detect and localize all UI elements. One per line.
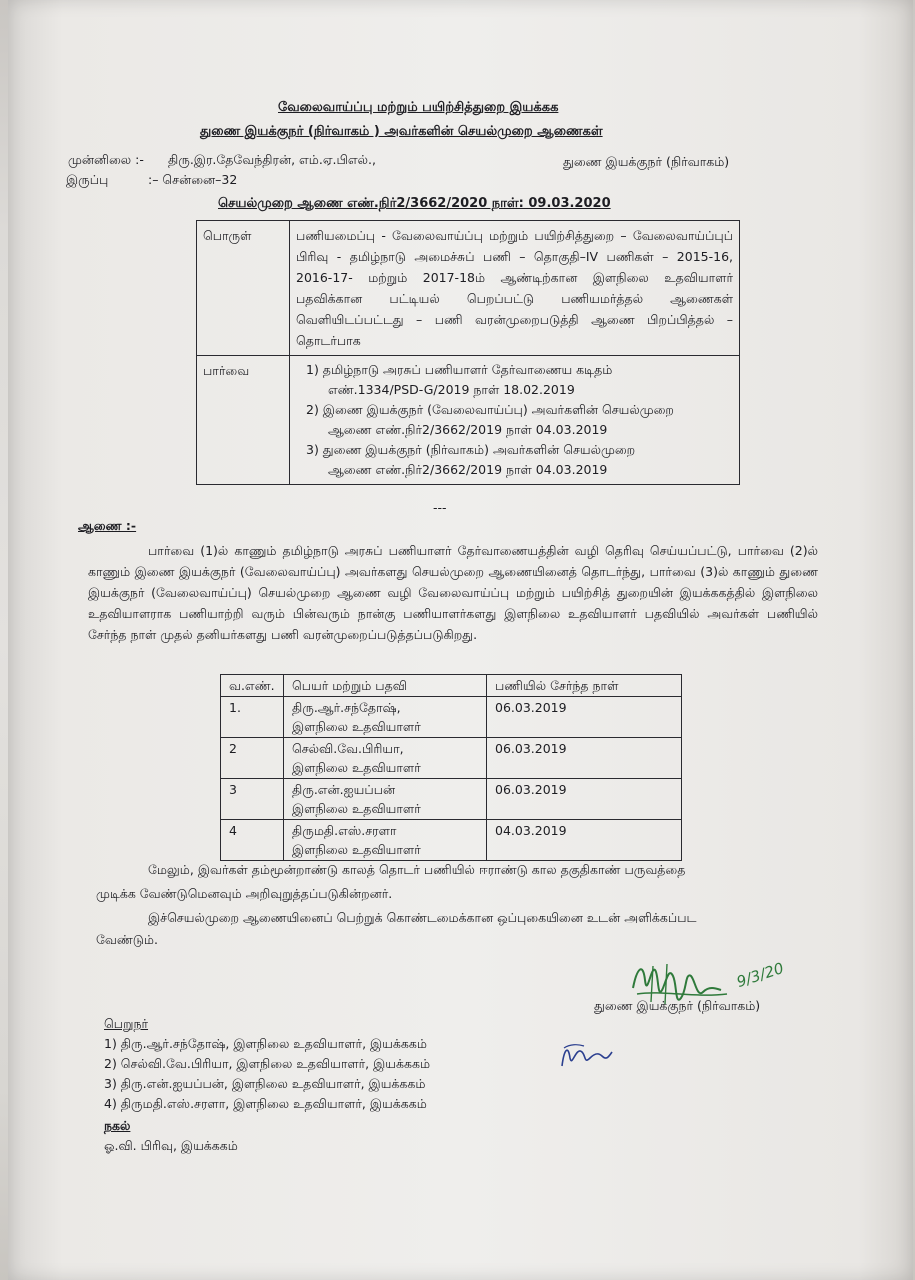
subject-text: பணியமைப்பு - வேலைவாய்ப்பு மற்றும் பயிற்சித்துறை – வேலைவாய்ப்புப் பிரிவு - தமிழ்நாடு அமைச்சுப் பணி – தொகுதி–IV பணிகள் – 2015-16, 2016-17- மற்றும் 2017-18ம் ஆண்டிற்கான இளநிலை உதவியாளர் பதவிக்கான பட்டியல் பெறப்பட்டு பணியமர்த்தல் ஆணைகள் வெளியிடப்பட்டது – பணி வரன்முறைபடுத்தி ஆணை பிறப்பித்தல் – தொடர்பாக xyxy=(290,221,740,356)
row-3-post: இளநிலை உதவியாளர் xyxy=(292,801,421,816)
probation-line-1: மேலும், இவர்கள் தம்மூன்றாண்டு காலத் தொடர் பணியில் ஈராண்டு கால தகுதிகாண் பருவத்தை xyxy=(148,862,686,877)
table-row xyxy=(221,738,682,779)
row-3-name: திரு.என்.ஐயப்பன் xyxy=(292,782,396,797)
row-2-serial: 2 xyxy=(221,738,284,779)
recipient-3: 3) திரு.என்.ஐயப்பன், இளநிலை உதவியாளர், இயக்ககம் xyxy=(104,1076,426,1091)
row-4-post: இளநிலை உதவியாளர் xyxy=(292,842,421,857)
row-1-post: இளநிலை உதவியாளர் xyxy=(292,719,421,734)
table-row xyxy=(221,697,682,738)
reference-3-line-2: ஆணை எண்.நிர்2/3662/2019 நாள் 04.03.2019 xyxy=(328,462,608,477)
header-name: பெயர் மற்றும் பதவி xyxy=(284,675,487,697)
reference-2-line-1: 2) இணை இயக்குநர் (வேலைவாய்ப்பு) அவர்களின் செயல்முறை xyxy=(306,402,674,417)
reference-label: பார்வை xyxy=(197,356,290,485)
row-1-serial: 1. xyxy=(221,697,284,738)
row-2-name-post xyxy=(284,738,487,779)
reference-row xyxy=(197,356,740,485)
table-row xyxy=(221,820,682,861)
order-number: செயல்முறை ஆணை எண்.நிர்2/3662/2020 நாள்: 09.03.2020 xyxy=(218,196,611,211)
row-2-date: 06.03.2019 xyxy=(487,738,682,779)
reference-3-line-1: 3) துணை இயக்குநர் (நிர்வாகம்) அவர்களின் செயல்முறை xyxy=(306,442,636,457)
reference-1-line-2: எண்.1334/PSD-G/2019 நாள் 18.02.2019 xyxy=(328,382,575,397)
row-3-date: 06.03.2019 xyxy=(487,779,682,820)
copy-item: ஓ.வி. பிரிவு, இயக்ககம் xyxy=(104,1138,238,1153)
location-label: இருப்பு xyxy=(66,172,109,187)
row-4-name: திருமதி.எஸ்.சரளா xyxy=(292,823,397,838)
row-1-date: 06.03.2019 xyxy=(487,697,682,738)
probation-line-2: முடிக்க வேண்டுமெனவும் அறிவுறுத்தப்படுகின்றனர். xyxy=(96,886,393,901)
row-2-name: செல்வி.வே.பிரியா, xyxy=(292,741,404,756)
table-row xyxy=(221,779,682,820)
recipient-4: 4) திருமதி.எஸ்.சரளா, இளநிலை உதவியாளர், இயக்ககம் xyxy=(104,1096,427,1111)
staff-table-header xyxy=(221,675,682,697)
copy-label: நகல் xyxy=(104,1118,131,1133)
recipient-1: 1) திரு.ஆர்.சந்தோஷ், இளநிலை உதவியாளர், இயக்ககம் xyxy=(104,1036,427,1051)
initials-mark xyxy=(556,1038,616,1072)
subject-table xyxy=(196,220,740,485)
row-1-name-post xyxy=(284,697,487,738)
signature-date: 9/3/20 xyxy=(734,958,786,992)
row-3-serial: 3 xyxy=(221,779,284,820)
header-date: பணியில் சேர்ந்த நாள் xyxy=(487,675,682,697)
reference-2-line-2: ஆணை எண்.நிர்2/3662/2019 நாள் 04.03.2019 xyxy=(328,422,608,437)
header-serial: வ.எண். xyxy=(221,675,284,697)
subject-label: பொருள் xyxy=(197,221,290,356)
presiding-name: திரு.இர.தேவேந்திரன், எம்.ஏ.பிஎல்., xyxy=(168,152,376,167)
reference-list xyxy=(290,356,740,485)
recipients-label: பெறுநர் xyxy=(104,1016,149,1031)
separator: --- xyxy=(433,500,447,515)
row-4-name-post xyxy=(284,820,487,861)
ack-line-2: வேண்டும். xyxy=(96,932,158,947)
location-value: :– சென்னை–32 xyxy=(148,172,238,187)
title-line-2: துணை இயக்குநர் (நிர்வாகம் ) அவர்களின் செயல்முறை ஆணைகள் xyxy=(200,124,603,139)
title-line-1: வேலைவாய்ப்பு மற்றும் பயிற்சித்துறை இயக்கக xyxy=(278,100,559,115)
order-label: ஆணை :- xyxy=(78,518,137,533)
staff-table xyxy=(220,674,682,861)
row-4-serial: 4 xyxy=(221,820,284,861)
row-4-date: 04.03.2019 xyxy=(487,820,682,861)
subject-row xyxy=(197,221,740,356)
row-2-post: இளநிலை உதவியாளர் xyxy=(292,760,421,775)
ack-line-1: இச்செயல்முறை ஆணையினைப் பெற்றுக் கொண்டமைக்கான ஒப்புகையினை உடன் அளிக்கப்பட xyxy=(148,910,697,925)
row-1-name: திரு.ஆர்.சந்தோஷ், xyxy=(292,700,401,715)
presiding-designation: துணை இயக்குநர் (நிர்வாகம்) xyxy=(563,154,730,169)
order-paragraph: பார்வை (1)ல் காணும் தமிழ்நாடு அரசுப் பணியாளர் தேர்வாணையத்தின் வழி தெரிவு செய்யப்பட்டு, பார்வை (2)ல் காணும் இணை இயக்குநர் (வேலைவாய்ப்பு) அவர்களது செயல்முறை ஆணையினைத் தொடர்ந்து, பார்வை (3)ல் காணும் துணை இயக்குநர் (வேலைவாய்ப்பு) செயல்முறை ஆணை வழி வேலைவாய்ப்பு மற்றும் பயிற்சித் துறையின் இயக்ககத்தில் இளநிலை உதவியாளராக பணியாற்றி வரும் பின்வரும் நான்கு பணியாளர்களது இளநிலை உதவியாளர் பதவியில் அவர்கள் பணியில் சேர்ந்த நாள் முதல் தனியர்களது பணி வரன்முறைப்படுத்தப்படுகிறது. xyxy=(88,543,818,642)
presiding-label: முன்னிலை :- xyxy=(68,152,144,167)
recipient-2: 2) செல்வி.வே.பிரியா, இளநிலை உதவியாளர், இயக்ககம் xyxy=(104,1056,431,1071)
row-3-name-post xyxy=(284,779,487,820)
document-page xyxy=(8,0,913,1280)
signature-designation: துணை இயக்குநர் (நிர்வாகம்) xyxy=(594,998,761,1013)
reference-1-line-1: 1) தமிழ்நாடு அரசுப் பணியாளர் தேர்வாணைய கடிதம் xyxy=(306,362,613,377)
